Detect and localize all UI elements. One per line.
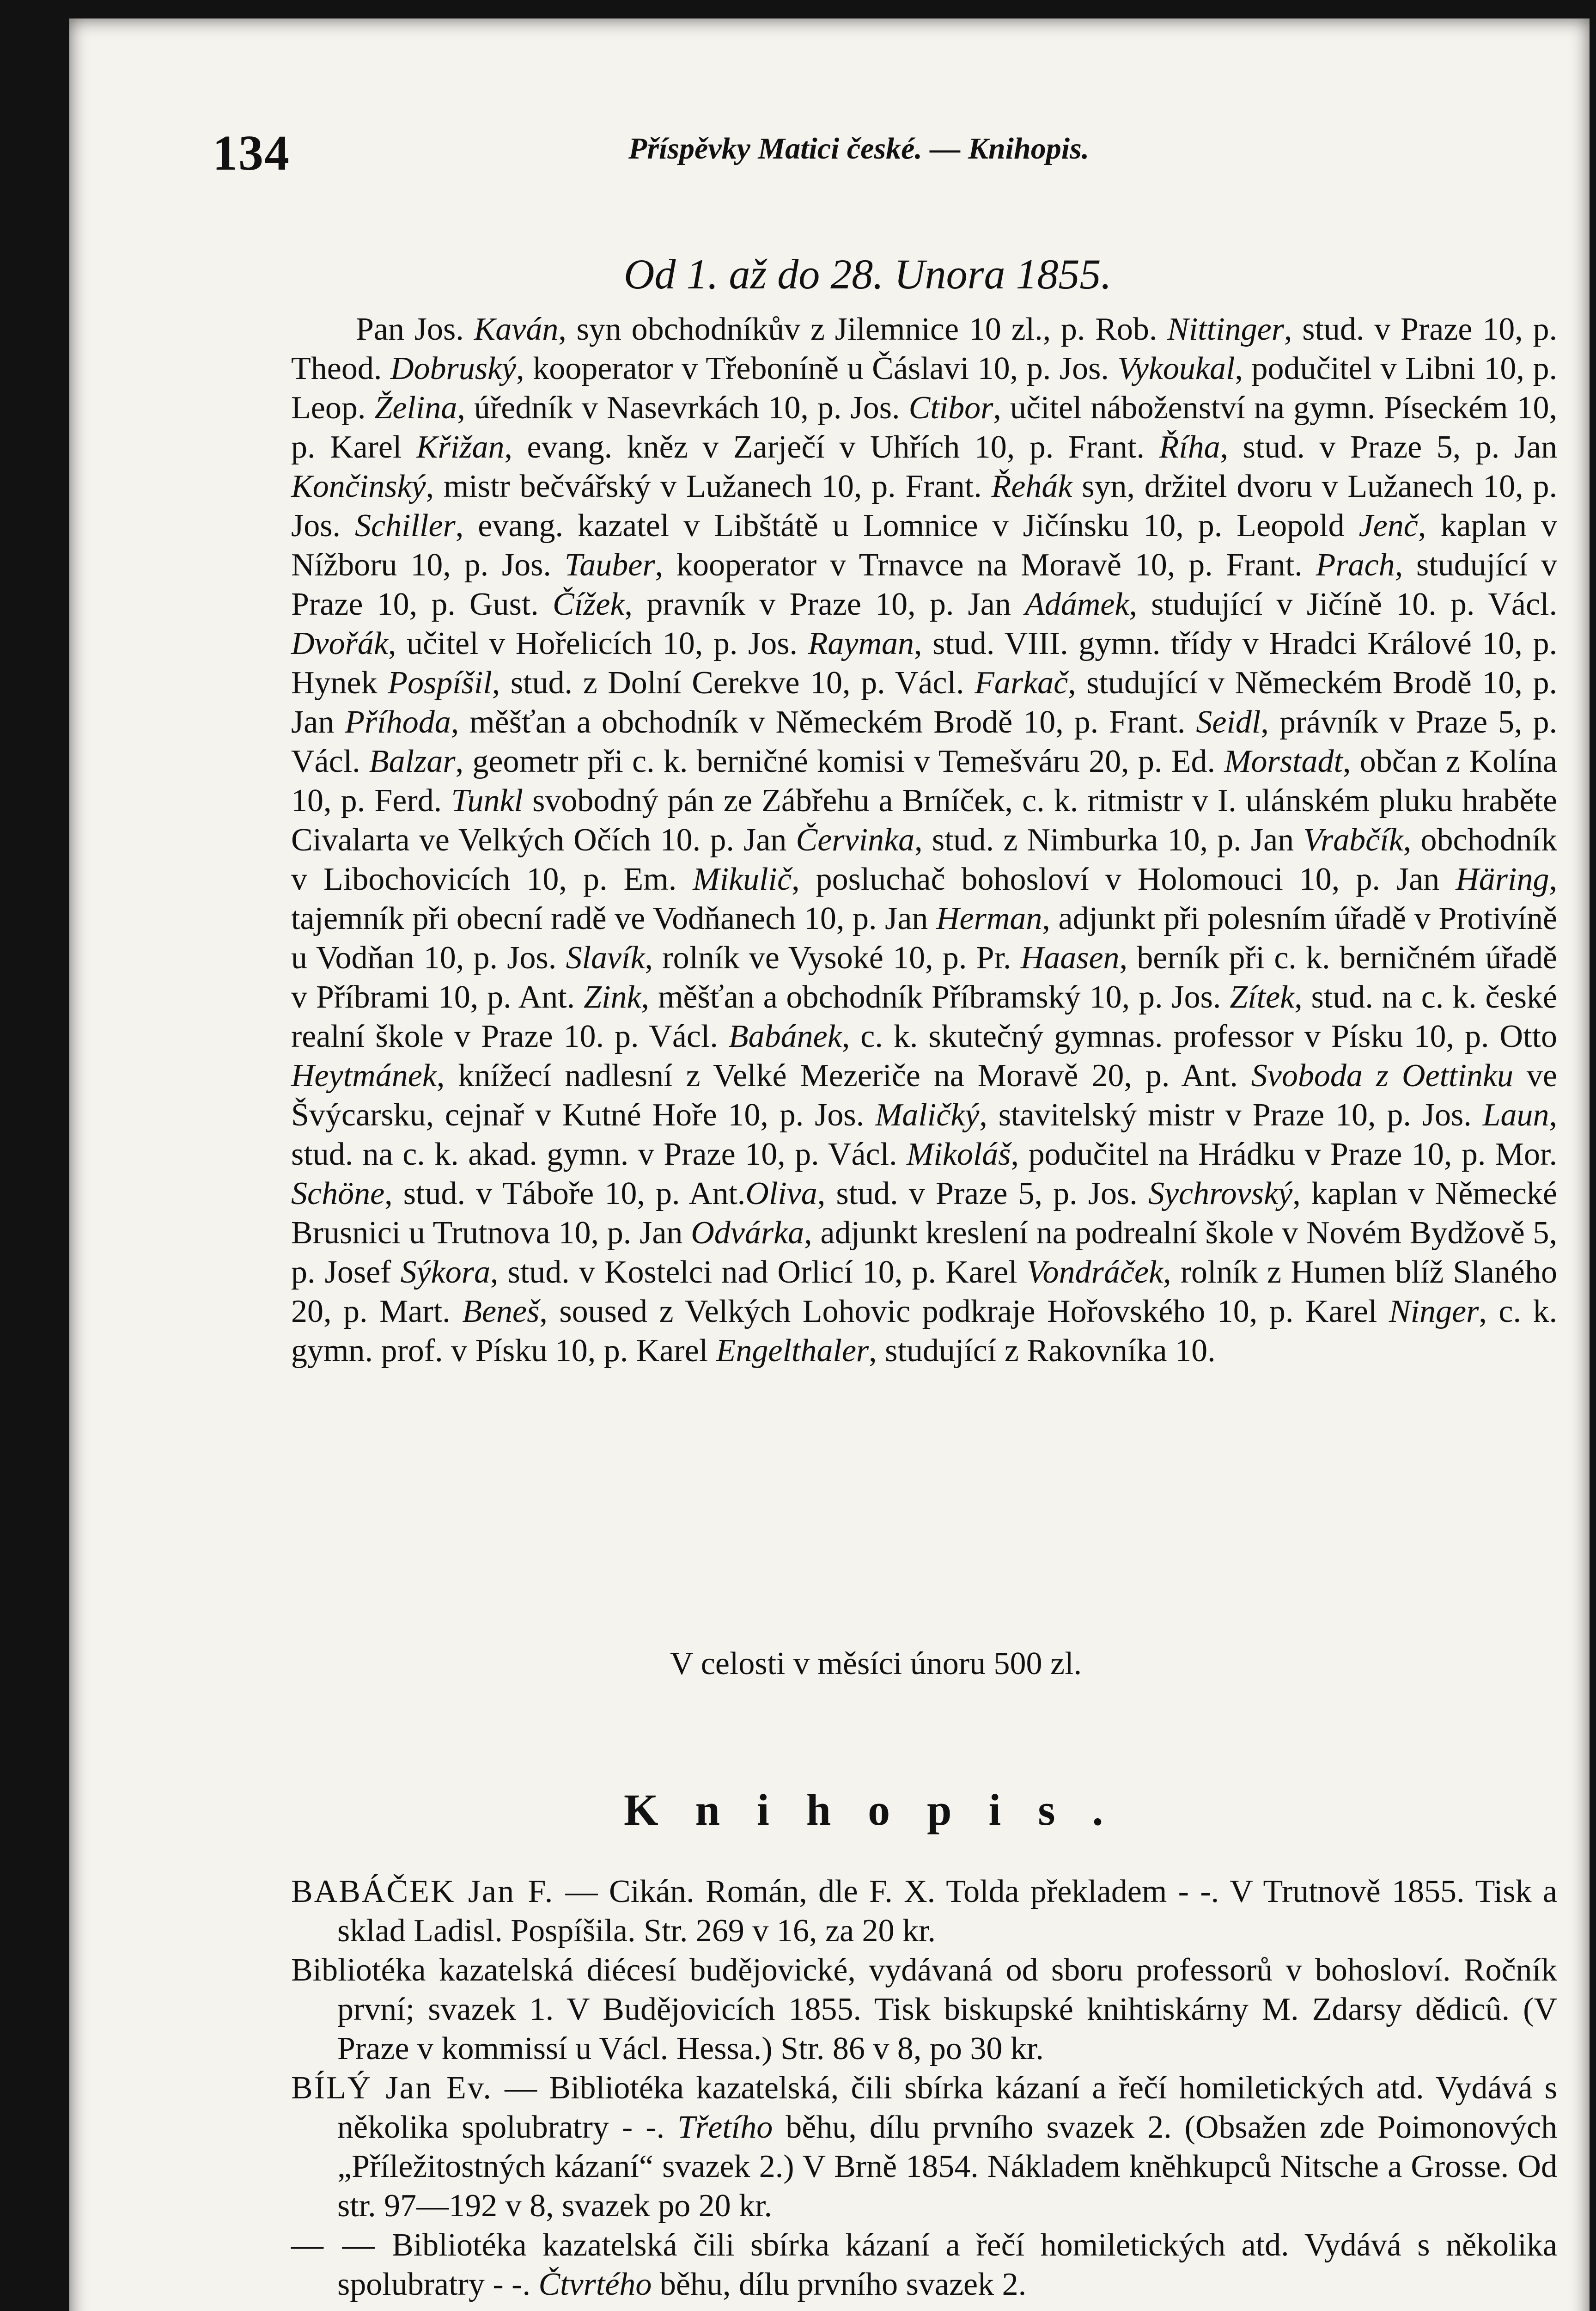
entry-author: — — [291,2227,376,2263]
donor-details: , kooperator v Trnavce na Moravě 10, p. Frant. [655,547,1316,583]
donor-details: , stud. v Kostelci nad Orlicí 10, p. Karel [490,1254,1027,1290]
donor-name: Vondráček [1026,1254,1163,1290]
donor-details: , berník při c. k. berničném úřadě v Příbrami 10, p. Ant. [291,940,1557,1015]
donor-details: , stud. na c. k. české realní škole v Praze 10. p. Václ. [291,979,1558,1054]
donor-details: , rolník ve Vysoké 10, p. Pr. [645,940,1021,976]
donor-details: , kaplan v Nížboru 10, p. Jos. [291,508,1557,583]
donor-name: Sychrovský [1148,1176,1293,1211]
donor-name: Laun [1482,1097,1549,1133]
donor-details: , c. k. gymn. prof. v Písku 10, p. Karel [291,1294,1557,1369]
knihopis-heading: Knihopis. [624,1785,1140,1834]
donor-name: Beneš [462,1294,540,1329]
donor-details: , stud. VIII. gymn. třídy v Hradci Králové 10, p. Hynek [291,626,1557,701]
donor-details: , učitel v Hořelicích 10, p. Jos. [388,626,808,661]
donor-details: , podučitel v Libni 10, p. Leop. [291,351,1558,426]
donor-details: , studující v Německém Brodě 10, p. Jan [291,665,1557,740]
donor-details: , stud. v Praze 5, p. Jos. [817,1176,1148,1211]
donor-details: , studující v Praze 10, p. Gust. [291,547,1558,622]
donor-name: Řehák [991,469,1072,504]
donor-details: , evang. kazatel v Libštátě u Lomnice v Jičínsku 10, p. Leopold [455,508,1359,544]
donor-name: Herman [936,901,1042,936]
entry-text: Bibliotéka kazatelská diécesí budějovické, vydávaná od sboru professorů v bohosloví. Ročník první; svazek 1. V Budějovicích 1855. Tisk biskupské knihtiskárny M. Zdarsy dědicû. (V Praze v kommissí u Václ. Hessa.) Str. 86 v 8, po 30 kr. [291,1952,1557,2066]
monthly-total: V celosti v měsíci únoru 500 zl. [670,1646,1082,1681]
entry-text-cont: běhu, dílu prvního svazek 2. (Obsažen zde Poimonových „Příležitostných kázaní“ svazek 2.) V Brně 1854. Nákladem knĕhkupců Nitsche a Grosse. Od str. 97—192 v 8, svazek po 20 kr. [337,2109,1557,2224]
entry-author: BABÁČEK Jan F. [291,1874,554,1909]
donor-details: , stud. v Praze 5, p. Jan [1220,429,1558,465]
entry-text: — Cikán. Román, dle F. X. Tolda překladem - -. V Trutnově 1855. Tisk a sklad Ladisl. Pospíšila. Str. 269 v 16, za 20 kr. [337,1874,1557,1949]
donor-name: Dobruský [390,351,517,386]
bibliography-entry [291,2068,1557,2225]
donor-name: Želina [374,390,457,426]
donor-name: Maličký [875,1097,980,1133]
entry-author: BÍLÝ Jan Ev. [291,2070,493,2106]
donor-details: , studující z Rakovníka 10. [869,1333,1216,1369]
page-header [213,125,1534,190]
donor-name: Engelthaler [716,1333,869,1369]
donor-name: Heytmánek [291,1058,437,1094]
donor-name: Příhoda [345,704,451,740]
donor-list [291,310,1557,1370]
donor-name: Tauber [564,547,655,583]
donor-name: Nittinger [1167,312,1284,347]
donor-details: , měšťan a obchodník Příbramský 10, p. Jos. [641,979,1230,1015]
donor-details: , učitel náboženství na gymn. Píseckém 10, p. Karel [291,390,1558,465]
donor-details: , evang. kněz v Zarječí v Uhřích 10, p. Frant. [504,429,1159,465]
donor-details: , stud. v Táboře 10, p. Ant. [384,1176,746,1211]
donor-name: Mikoláš [907,1137,1011,1172]
donor-name: Jenč [1358,508,1418,544]
donor-name: Zítek [1230,979,1295,1015]
donor-details: , právník v Praze 5, p. Václ. [291,704,1557,779]
donor-name: Červinka [796,822,915,858]
donor-name: Schiller [355,508,456,544]
donor-details: , adjunkt kreslení na podrealní škole v Novém Bydžově 5, p. Josef [291,1215,1557,1290]
donor-name: Svoboda z Oettinku [1251,1058,1513,1094]
donor-details: , měšťan a obchodník v Německém Brodě 10, p. Frant. [451,704,1196,740]
donor-details: , mistr bečvářský v Lužanech 10, p. Frant. [426,469,992,504]
donor-details: , úředník v Nasevrkách 10, p. Jos. [457,390,909,426]
donor-name: Rayman [808,626,914,661]
donor-prefix: Pan Jos. [356,312,474,347]
donor-details: , knížecí nadlesní z Velké Mezeriče na Moravě 20, p. Ant. [436,1058,1251,1094]
donor-details: , syn obchodníkův z Jilemnice 10 zl., p. Rob. [558,312,1168,347]
donor-details: svobodný pán ze Zábřehu a Brníček, c. k. ritmistr v I. ulánském pluku hraběte Civalarta ve Velkých Očích 10. p. Jan [291,783,1557,858]
donor-name: Babánek [728,1019,842,1054]
donor-details: , občan z Kolína 10, p. Ferd. [291,744,1557,819]
donor-name: Končinský [291,469,426,504]
donor-details: , kaplan v Německé Brusnici u Trutnova 10, p. Jan [291,1176,1557,1251]
donor-name: Schöne [291,1176,385,1211]
donor-name: Ninger [1389,1294,1479,1329]
donor-name: Dvořák [291,626,388,661]
donor-name: Mikulič [693,862,792,897]
bibliography-entry [291,1950,1557,2068]
donor-details: , pravník v Praze 10, p. Jan [624,587,1025,622]
donor-name: Vykoukal [1117,351,1235,386]
donor-name: Kaván [474,312,559,347]
donor-details: , soused z Velkých Lohovic podkraje Hořovského 10, p. Karel [539,1294,1389,1329]
donor-name: Říha [1159,429,1220,465]
donor-details: , c. k. skutečný gymnas. professor v Písku 10, p. Otto [841,1019,1557,1054]
donor-name: Haasen [1020,940,1120,976]
donor-details: , kooperator v Třeboníně u Čáslavi 10, p. Jos. [516,351,1118,386]
donor-details: syn, držitel dvoru v Lužanech 10, p. Jos. [291,469,1557,544]
donor-name: Zink [584,979,641,1015]
donor-name: Sýkora [400,1254,490,1290]
donor-details: , stud. z Dolní Cerekve 10, p. Václ. [492,665,975,701]
donor-details: , stud. v Praze 10, p. Theod. [291,312,1558,386]
section-title: Od 1. až do 28. Unora 1855. [624,251,1112,298]
donor-paragraph [291,310,1557,1370]
donor-name: Křižan [416,429,505,465]
entry-text-cont: běhu, dílu prvního svazek 2. [652,2267,1027,2302]
entry-text: — Bibliotéka kazatelská, čili sbírka kázaní a řečí homiletických atd. Vydává s několika spolubratry - -. [337,2070,1557,2145]
donor-name: Tunkl [451,783,523,819]
donor-name: Prach [1316,547,1395,583]
entry-italic: Třetího [677,2109,773,2145]
donor-details: , stud. na c. k. akad. gymn. v Praze 10, p. Václ. [291,1097,1557,1172]
donor-name: Farkač [975,665,1068,701]
donor-name: Odvárka [691,1215,804,1251]
bibliography-list [291,1872,1557,2304]
donor-name: Häring [1456,862,1549,897]
donor-name: Seidl [1196,704,1261,740]
donor-name: Ctibor [908,390,993,426]
donor-name: Vrabčík [1303,822,1403,858]
page-number: 134 [213,126,290,181]
bibliography-entry [291,1872,1557,1950]
donor-details: , geometr při c. k. berničné komisi v Temešváru 20, p. Ed. [455,744,1224,779]
donor-details: , studující v Jičíně 10. p. Václ. [1129,587,1557,622]
book-page [69,18,1590,2311]
donor-name: Slavík [566,940,645,976]
donor-details: , stud. z Nimburka 10, p. Jan [914,822,1304,858]
bibliography-entry [291,2225,1557,2304]
donor-details: ve Švýcarsku, cejnař v Kutné Hoře 10, p. Jos. [291,1058,1557,1133]
entry-italic: Čtvrtého [538,2267,652,2302]
donor-details: , stavitelský mistr v Praze 10, p. Jos. [979,1097,1483,1133]
donor-details: , podučitel na Hrádku v Praze 10, p. Mor. [1011,1137,1557,1172]
donor-details: , posluchač bohosloví v Holomouci 10, p. Jan [792,862,1456,897]
entry-text: Bibliotéka kazatelská čili sbírka kázaní a řečí homiletických atd. Vydává s několika spolubratry - -. [337,2227,1558,2302]
donor-name: Oliva [745,1176,817,1211]
donor-details: , rolník z Humen blíž Slaného 20, p. Mart. [291,1254,1557,1329]
donor-name: Adámek [1025,587,1129,622]
donor-name: Morstadt [1224,744,1343,779]
donor-name: Čížek [553,587,625,622]
donor-details: , obchodník v Libochovicích 10, p. Em. [291,822,1557,897]
donor-name: Pospíšil [388,665,492,701]
donor-details: , adjunkt při polesním úřadě v Protivíně u Vodňan 10, p. Jos. [291,901,1558,976]
donor-details: , tajemník při obecní radě ve Vodňanech 10, p. Jan [291,862,1557,936]
donor-name: Balzar [369,744,456,779]
running-title: Příspěvky Matici české. — Knihopis. [628,132,1090,165]
